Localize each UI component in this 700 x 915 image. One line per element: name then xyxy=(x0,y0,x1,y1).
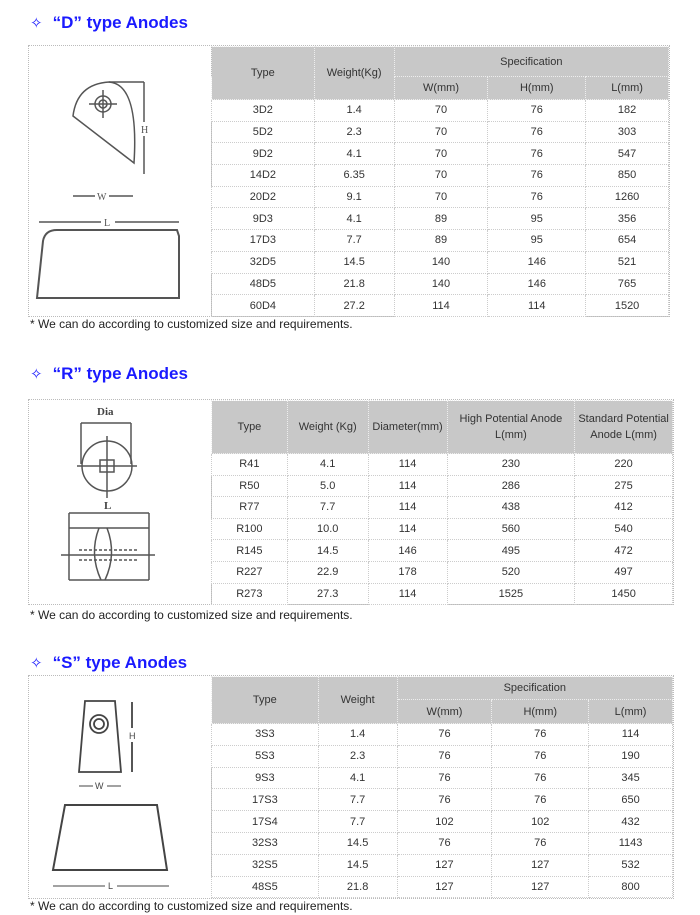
table-cell: 76 xyxy=(397,832,492,854)
table-cell: 127 xyxy=(492,854,589,876)
table-cell: 76 xyxy=(488,143,586,165)
table-cell: R100 xyxy=(212,518,288,540)
r-title-text: “R” type Anodes xyxy=(52,364,188,383)
table-cell: 850 xyxy=(586,165,669,187)
r-note: * We can do according to customized size and requirements. xyxy=(30,608,353,622)
table-cell: 76 xyxy=(397,724,492,746)
col-h: H(mm) xyxy=(492,700,589,724)
table-cell: 4.1 xyxy=(287,454,368,476)
table-cell: 2.3 xyxy=(318,745,397,767)
table-cell: 532 xyxy=(589,854,673,876)
table-row xyxy=(212,273,669,295)
table-row xyxy=(212,497,673,519)
table-cell: 275 xyxy=(575,475,673,497)
table-cell: 70 xyxy=(394,165,488,187)
d-anode-diagram xyxy=(29,46,212,316)
table-cell: 1.4 xyxy=(318,724,397,746)
table-cell: 1.4 xyxy=(314,100,394,122)
table-cell: 14.5 xyxy=(314,251,394,273)
table-row xyxy=(212,100,669,122)
table-cell: 95 xyxy=(488,208,586,230)
table-cell: 70 xyxy=(394,100,488,122)
table-cell: 7.7 xyxy=(318,811,397,833)
table-cell: 5S3 xyxy=(212,745,319,767)
col-specification: Specification xyxy=(397,677,672,700)
table-cell: 70 xyxy=(394,121,488,143)
table-cell: 146 xyxy=(488,273,586,295)
table-cell: 14.5 xyxy=(318,832,397,854)
table-cell: 76 xyxy=(488,186,586,208)
table-row xyxy=(212,230,669,252)
table-cell: 14D2 xyxy=(212,165,315,187)
col-w: W(mm) xyxy=(394,77,488,100)
star-bullet-icon: ✧ xyxy=(30,655,43,672)
table-cell: 76 xyxy=(488,121,586,143)
table-cell: 76 xyxy=(492,724,589,746)
table-cell: 472 xyxy=(575,540,673,562)
table-cell: 650 xyxy=(589,789,673,811)
table-row xyxy=(212,767,673,789)
table-cell: 495 xyxy=(447,540,575,562)
l-dimension-label: L xyxy=(104,500,112,512)
l-dimension-label: L xyxy=(104,218,111,229)
table-cell: 14.5 xyxy=(318,854,397,876)
table-cell: 497 xyxy=(575,561,673,583)
r-section-title xyxy=(30,364,188,384)
table-cell: 1450 xyxy=(575,583,673,605)
table-cell: 32S5 xyxy=(212,854,319,876)
table-cell: 95 xyxy=(488,230,586,252)
d-spec-table xyxy=(211,46,669,317)
d-anode-panel xyxy=(28,45,670,317)
table-cell: 27.2 xyxy=(314,295,394,317)
table-row xyxy=(212,854,673,876)
table-row xyxy=(212,121,669,143)
table-row xyxy=(212,518,673,540)
table-row xyxy=(212,789,673,811)
table-cell: 356 xyxy=(586,208,669,230)
table-cell: 438 xyxy=(447,497,575,519)
table-cell: 3D2 xyxy=(212,100,315,122)
column-header: Diameter(mm) xyxy=(368,401,447,454)
r-anode-diagram xyxy=(29,400,212,604)
table-cell: 1520 xyxy=(586,295,669,317)
col-w: W(mm) xyxy=(397,700,492,724)
table-row xyxy=(212,475,673,497)
table-cell: 303 xyxy=(586,121,669,143)
table-cell: 70 xyxy=(394,143,488,165)
table-cell: 1260 xyxy=(586,186,669,208)
table-cell: 9D2 xyxy=(212,143,315,165)
table-cell: 520 xyxy=(447,561,575,583)
h-dimension-label: H xyxy=(129,731,136,741)
table-cell: R145 xyxy=(212,540,288,562)
table-row xyxy=(212,208,669,230)
table-cell: 89 xyxy=(394,230,488,252)
table-cell: 48D5 xyxy=(212,273,315,295)
column-header: Type xyxy=(212,401,288,454)
table-cell: 146 xyxy=(488,251,586,273)
table-cell: 70 xyxy=(394,186,488,208)
table-cell: 7.7 xyxy=(318,789,397,811)
d-section-title xyxy=(30,13,188,33)
table-row xyxy=(212,165,669,187)
table-cell: 76 xyxy=(397,745,492,767)
r-spec-table xyxy=(211,400,673,605)
table-cell: 127 xyxy=(492,876,589,898)
table-cell: 76 xyxy=(492,745,589,767)
col-l: L(mm) xyxy=(586,77,669,100)
table-row xyxy=(212,186,669,208)
s-title-text: “S” type Anodes xyxy=(52,653,188,672)
table-row xyxy=(212,561,673,583)
table-cell: 27.3 xyxy=(287,583,368,605)
table-cell: 114 xyxy=(368,518,447,540)
table-cell: 76 xyxy=(397,789,492,811)
col-h: H(mm) xyxy=(488,77,586,100)
table-cell: 32D5 xyxy=(212,251,315,273)
s-note: * We can do according to customized size and requirements. xyxy=(30,899,353,913)
table-cell: 6.35 xyxy=(314,165,394,187)
table-cell: 230 xyxy=(447,454,575,476)
table-cell: 521 xyxy=(586,251,669,273)
table-cell: 4.1 xyxy=(314,143,394,165)
table-cell: 76 xyxy=(492,832,589,854)
table-cell: 17S3 xyxy=(212,789,319,811)
table-cell: 60D4 xyxy=(212,295,315,317)
col-l: L(mm) xyxy=(589,700,673,724)
table-cell: 4.1 xyxy=(318,767,397,789)
table-cell: 17S4 xyxy=(212,811,319,833)
table-cell: 114 xyxy=(589,724,673,746)
s-section-title xyxy=(30,653,187,673)
table-cell: 14.5 xyxy=(287,540,368,562)
table-cell: 48S5 xyxy=(212,876,319,898)
table-cell: 140 xyxy=(394,273,488,295)
table-cell: 114 xyxy=(394,295,488,317)
column-header: Standard Potential Anode L(mm) xyxy=(575,401,673,454)
s-spec-table xyxy=(211,676,673,898)
s-anode-diagram xyxy=(29,676,212,898)
table-cell: 127 xyxy=(397,876,492,898)
col-specification: Specification xyxy=(394,47,668,77)
w-dimension-label: W xyxy=(97,192,107,203)
table-cell: 560 xyxy=(447,518,575,540)
table-row xyxy=(212,295,669,317)
table-cell: 2.3 xyxy=(314,121,394,143)
table-cell: 412 xyxy=(575,497,673,519)
table-cell: 102 xyxy=(397,811,492,833)
table-cell: R50 xyxy=(212,475,288,497)
table-row xyxy=(212,251,669,273)
table-cell: 345 xyxy=(589,767,673,789)
d-note: * We can do according to customized size and requirements. xyxy=(30,317,353,331)
table-cell: 5D2 xyxy=(212,121,315,143)
table-cell: 5.0 xyxy=(287,475,368,497)
table-cell: R41 xyxy=(212,454,288,476)
column-header: Weight (Kg) xyxy=(287,401,368,454)
table-row xyxy=(212,540,673,562)
table-cell: 127 xyxy=(397,854,492,876)
table-cell: 286 xyxy=(447,475,575,497)
w-dimension-label: W xyxy=(95,781,104,791)
table-cell: 20D2 xyxy=(212,186,315,208)
column-header: High Potential Anode L(mm) xyxy=(447,401,575,454)
col-type: Type xyxy=(212,47,315,100)
col-weight: Weight(Kg) xyxy=(314,47,394,100)
table-cell: 76 xyxy=(397,767,492,789)
table-cell: 7.7 xyxy=(287,497,368,519)
table-cell: 76 xyxy=(488,100,586,122)
table-cell: 89 xyxy=(394,208,488,230)
table-cell: 17D3 xyxy=(212,230,315,252)
table-cell: 9.1 xyxy=(314,186,394,208)
table-row xyxy=(212,811,673,833)
d-title-text: “D” type Anodes xyxy=(52,13,188,32)
r-anode-panel xyxy=(28,399,674,605)
table-cell: 190 xyxy=(589,745,673,767)
table-cell: 114 xyxy=(368,497,447,519)
table-cell: 146 xyxy=(368,540,447,562)
table-row xyxy=(212,876,673,898)
col-type: Type xyxy=(212,677,319,724)
table-row xyxy=(212,143,669,165)
table-cell: 9D3 xyxy=(212,208,315,230)
s-anode-panel xyxy=(28,675,674,899)
table-cell: 114 xyxy=(368,475,447,497)
table-cell: R77 xyxy=(212,497,288,519)
table-cell: 10.0 xyxy=(287,518,368,540)
table-cell: 540 xyxy=(575,518,673,540)
star-bullet-icon: ✧ xyxy=(30,366,43,383)
table-cell: 76 xyxy=(492,767,589,789)
table-cell: 7.7 xyxy=(314,230,394,252)
table-cell: R227 xyxy=(212,561,288,583)
table-cell: 765 xyxy=(586,273,669,295)
table-row xyxy=(212,745,673,767)
table-cell: 21.8 xyxy=(314,273,394,295)
table-cell: R273 xyxy=(212,583,288,605)
table-cell: 3S3 xyxy=(212,724,319,746)
star-bullet-icon: ✧ xyxy=(30,15,43,32)
table-cell: 547 xyxy=(586,143,669,165)
dia-dimension-label: Dia xyxy=(97,406,114,418)
table-cell: 800 xyxy=(589,876,673,898)
table-cell: 178 xyxy=(368,561,447,583)
table-cell: 4.1 xyxy=(314,208,394,230)
table-row xyxy=(212,583,673,605)
table-cell: 114 xyxy=(368,583,447,605)
table-cell: 182 xyxy=(586,100,669,122)
table-cell: 9S3 xyxy=(212,767,319,789)
h-dimension-label: H xyxy=(141,125,149,136)
table-cell: 102 xyxy=(492,811,589,833)
table-cell: 432 xyxy=(589,811,673,833)
table-row xyxy=(212,832,673,854)
table-cell: 1525 xyxy=(447,583,575,605)
col-weight: Weight xyxy=(318,677,397,724)
table-cell: 32S3 xyxy=(212,832,319,854)
table-cell: 220 xyxy=(575,454,673,476)
table-row xyxy=(212,724,673,746)
table-cell: 76 xyxy=(488,165,586,187)
table-cell: 140 xyxy=(394,251,488,273)
table-cell: 654 xyxy=(586,230,669,252)
table-cell: 114 xyxy=(488,295,586,317)
table-cell: 114 xyxy=(368,454,447,476)
table-cell: 76 xyxy=(492,789,589,811)
table-cell: 1143 xyxy=(589,832,673,854)
table-row xyxy=(212,454,673,476)
table-cell: 22.9 xyxy=(287,561,368,583)
l-dimension-label: L xyxy=(108,881,114,891)
table-cell: 21.8 xyxy=(318,876,397,898)
